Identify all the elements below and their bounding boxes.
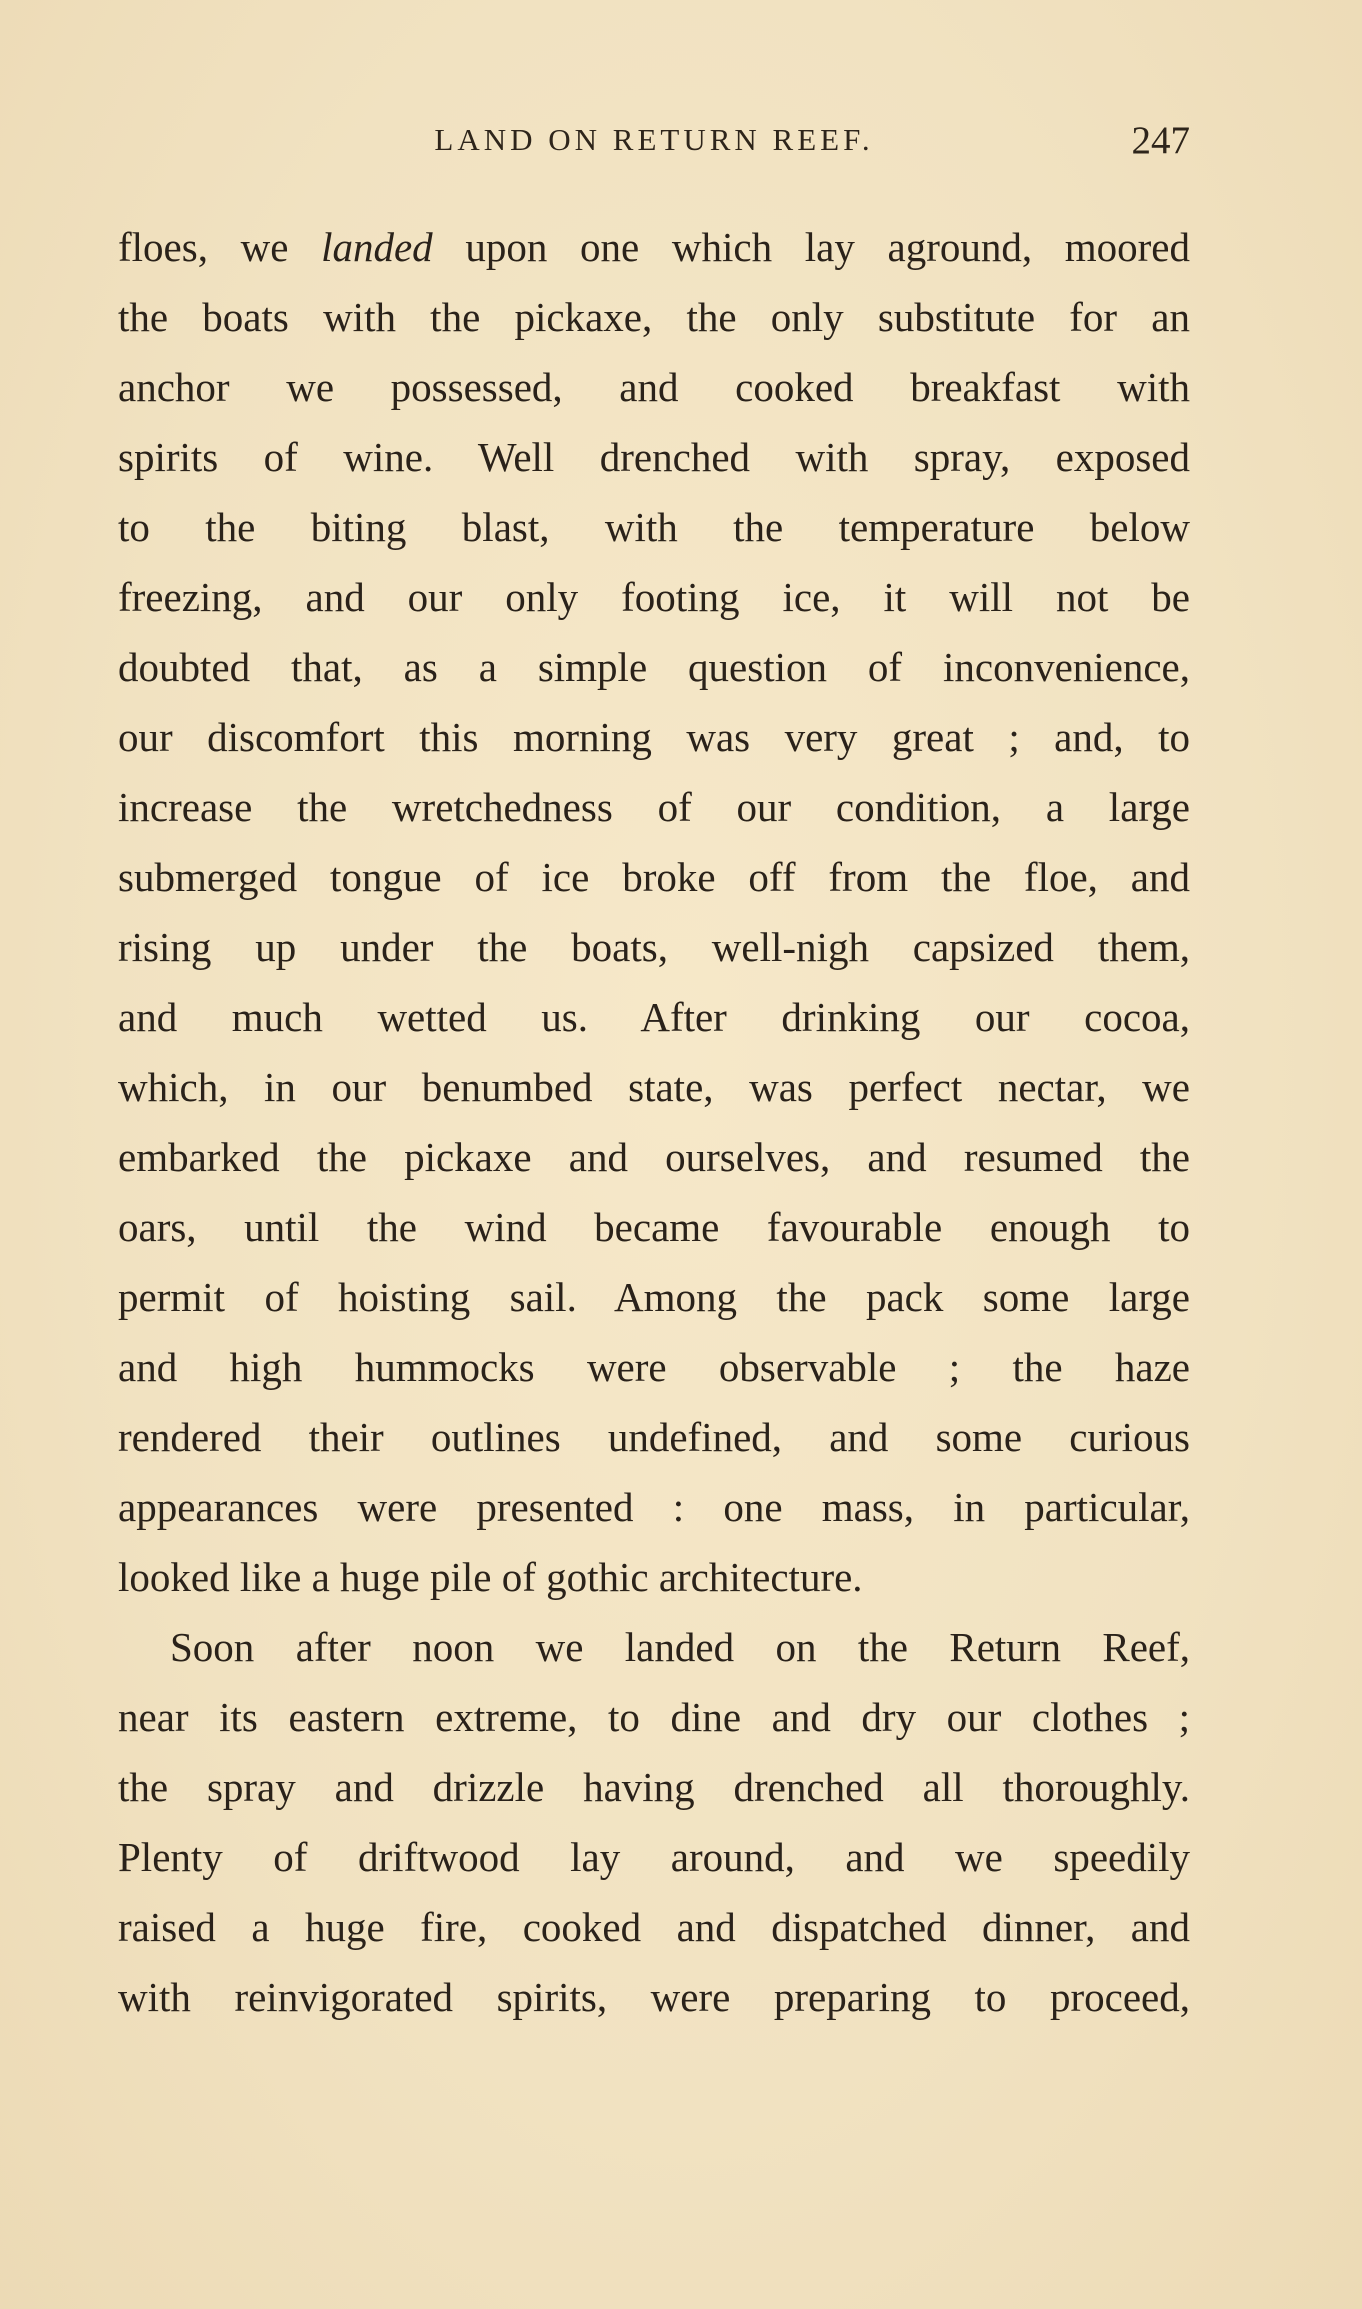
text-line: spirits of wine. Well drenched with spray, exposed — [118, 434, 1190, 480]
text-line: submerged tongue of ice broke off from the floe, and — [118, 854, 1190, 900]
text-line: our discomfort this morning was very great ; and, to — [118, 714, 1190, 760]
text-line: doubted that, as a simple question of inconvenience, — [118, 644, 1190, 690]
page-number: 247 — [1131, 119, 1190, 162]
text-line: and high hummocks were observable ; the haze — [118, 1344, 1190, 1390]
text-line: embarked the pickaxe and ourselves, and resumed the — [118, 1134, 1190, 1180]
running-head: LAND ON RETURN REEF. — [434, 122, 874, 157]
text-line: freezing, and our only footing ice, it will not be — [118, 574, 1190, 620]
page-header — [118, 118, 1190, 168]
text-line: appearances were presented : one mass, in particular, — [118, 1484, 1190, 1530]
body-text — [118, 212, 1190, 2032]
text-line: rendered their outlines undefined, and some curious — [118, 1414, 1190, 1460]
text-line: floes, we landed upon one which lay aground, moored — [118, 224, 1190, 270]
text-line: and much wetted us. After drinking our cocoa, — [118, 994, 1190, 1040]
text-line: which, in our benumbed state, was perfect nectar, we — [118, 1064, 1190, 1110]
text-line: the spray and drizzle having drenched all thoroughly. — [118, 1764, 1190, 1810]
text-line: Soon after noon we landed on the Return Reef, — [170, 1624, 1190, 1670]
text-line: Plenty of driftwood lay around, and we speedily — [118, 1834, 1190, 1880]
text-line: rising up under the boats, well-nigh capsized them, — [118, 924, 1190, 970]
text-line: looked like a huge pile of gothic architecture. — [118, 1554, 863, 1600]
text-line: oars, until the wind became favourable enough to — [118, 1204, 1190, 1250]
text-line: with reinvigorated spirits, were preparing to proceed, — [118, 1974, 1190, 2020]
italic-word: landed — [321, 224, 433, 270]
text-line: near its eastern extreme, to dine and dry our clothes ; — [118, 1694, 1190, 1740]
text-line: to the biting blast, with the temperature below — [118, 504, 1190, 550]
text-line: the boats with the pickaxe, the only substitute for an — [118, 294, 1190, 340]
text-line: increase the wretchedness of our condition, a large — [118, 784, 1190, 830]
text-line: raised a huge fire, cooked and dispatched dinner, and — [118, 1904, 1190, 1950]
text-line: anchor we possessed, and cooked breakfast with — [118, 364, 1190, 410]
text-line: permit of hoisting sail. Among the pack some large — [118, 1274, 1190, 1320]
